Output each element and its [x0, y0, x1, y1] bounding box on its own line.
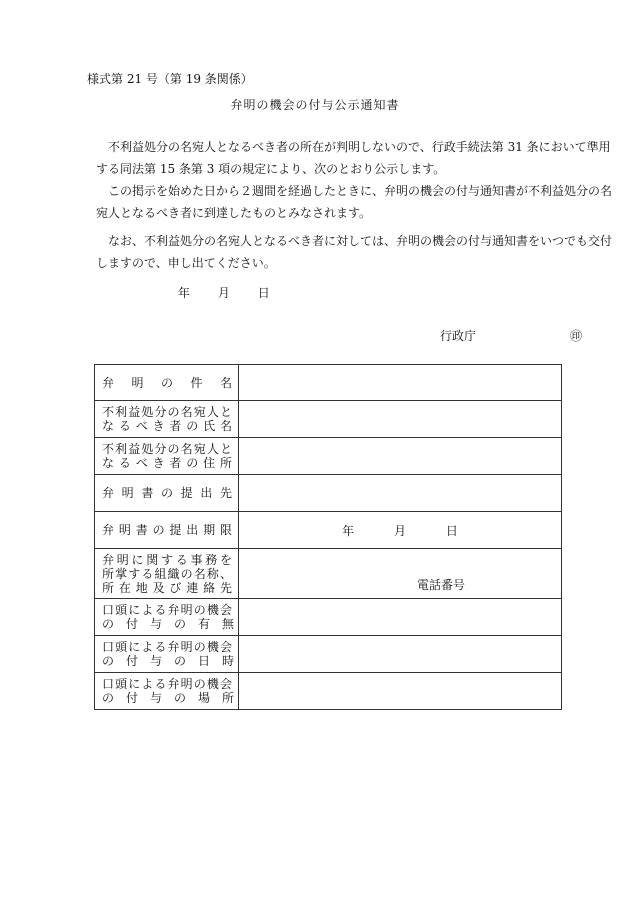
deadline-month: 月 [393, 523, 406, 538]
value-submission-deadline[interactable] [239, 512, 562, 549]
table-row [95, 599, 562, 636]
value-office-contact[interactable] [239, 549, 562, 599]
row-label-submission-deadline: 弁明書の提出期限 [95, 512, 239, 549]
table-row [95, 673, 562, 710]
value-case-name[interactable] [239, 365, 562, 401]
deadline-year: 年 [342, 523, 355, 538]
value-oral-opportunity-datetime[interactable] [239, 636, 562, 673]
table-row [95, 365, 562, 401]
row-label-oral-opportunity-datetime: 口頭による弁明の機会 の 付 与 の 日 時 [95, 636, 239, 673]
value-recipient-address[interactable] [239, 438, 562, 475]
table-row [95, 475, 562, 512]
paragraph-1: 不利益処分の名宛人となるべき者の所在が判明しないので、行政手続法第 31 条において準用する同法第 15 条第 3 項の規定により、次のとおり公示します。 [96, 140, 611, 176]
date-month: 月 [217, 286, 230, 300]
table-row [95, 512, 562, 549]
row-label-case-name: 弁 明 の 件 名 [95, 365, 239, 401]
date-year: 年 [178, 286, 191, 300]
date-line [178, 284, 294, 301]
value-oral-opportunity-presence[interactable] [239, 599, 562, 636]
document-title: 弁明の機会の付与公示通知書 [230, 98, 400, 112]
table-row [95, 636, 562, 673]
row-label-submission-destination: 弁明書の提出先 [95, 475, 239, 512]
seal-mark: ㊞ [570, 329, 583, 343]
date-day: 日 [257, 286, 270, 300]
value-submission-destination[interactable] [239, 475, 562, 512]
form-number: 様式第 21 号（第 19 条関係） [87, 72, 253, 86]
row-label-recipient-name: 不利益処分の名宛人と なるべき者の氏名 [95, 401, 239, 438]
row-label-oral-opportunity-place: 口頭による弁明の機会 の 付 与 の 場 所 [95, 673, 239, 710]
row-label-recipient-address: 不利益処分の名宛人と なるべき者の住所 [95, 438, 239, 475]
value-recipient-name[interactable] [239, 401, 562, 438]
value-oral-opportunity-place[interactable] [239, 673, 562, 710]
table-row [95, 549, 562, 599]
table-row [95, 401, 562, 438]
paragraph-2: この掲示を始めた日から２週間を経過したときに、弁明の機会の付与通知書が不利益処分の名宛人となるべき者に到達したものとみなされます。 [96, 184, 613, 220]
phone-number-label: 電話番号 [417, 578, 466, 592]
row-label-office-contact: 弁明に関する事務を 所掌する組織の名称、 所在地及び連絡先 [95, 549, 239, 599]
paragraph-3: なお、不利益処分の名宛人となるべき者に対しては、弁明の機会の付与通知書をいつでも交付しますので、申し出てください。 [96, 234, 613, 270]
deadline-day: 日 [445, 523, 458, 538]
agency-label: 行政庁 [440, 329, 477, 343]
table-row [95, 438, 562, 475]
row-label-oral-opportunity-presence: 口頭による弁明の機会 の 付 与 の 有 無 [95, 599, 239, 636]
form-table [94, 364, 562, 710]
